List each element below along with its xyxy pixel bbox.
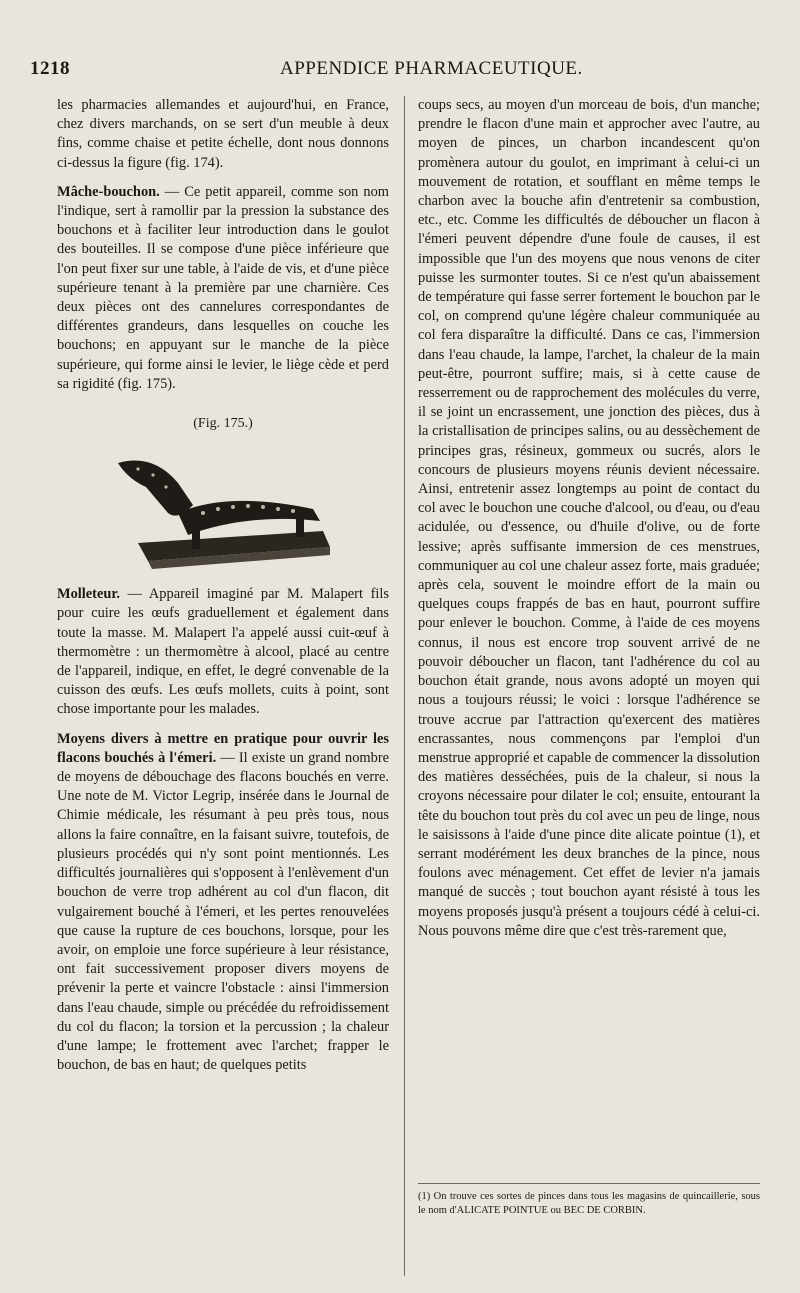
text-mache-bouchon: — Ce petit appareil, comme son nom l'indique, sert à ramollir par la pression la substance des bouchons et à faciliter leur introduction dans le goulot des bouteilles. Il se compose d'une pièce inférieure que l'on peut fixer sur une table, à l'aide de vis, et d'une pièce supérieure tenant à la première par une charnière. Ces deux pièces ont des cannelures correspondantes de différentes grandeurs, dans lesquelles on couche les bouchons; en appuyant sur le manche de la pièce supérieure, qui forme ainsi le levier, le liège cède et perd sa rigidité (fig. 175). <box>57 183 389 392</box>
paragraph-continuation: coups secs, au moyen d'un morceau de bois, d'un manche; prendre le flacon d'une main et approcher avec l'autre, au moyen de pinces, un charbon incandescent qu'on promènera autour du goulot, en imprimant à celui-ci un mouvement de rotation, et soufflant en même temps le charbon avec la bouche afin d'entretenir sa combustion, etc., etc. Comme les difficultés de déboucher un flacon à l'émeri peuvent dépendre d'une foule de causes, il est impossible que l'un des moyens que nous venons de citer puisse les surmonter toutes. Si ce n'est qu'un abaissement de température qui fasse serrer fortement le bouchon par le col, on comprend qu'une légère chaleur communiquée au col fera disparaître la difficulté. Dans ce cas, l'immersion dans l'eau chaude, la lampe, l'archet, la chaleur de la main peut-être, pourront suffire; mais, si à cette cause de resserrement ou de rapprochement des molécules du verre, il se joint un encrassement, une jonction des pièces, dus à la cristallisation de principes salins, ou au dessèchement de principes gras, résineux, gommeux ou sucrés, alors le concours de plusieurs moyens réunis devient nécessaire. Ainsi, entretenir assez longtemps au point de contact du col avec le bouchon une couche d'alcool, ou d'eau, ou d'eau acidulée, ou d'essence, ou d'huile d'olive, ou de forte lessive; après suffisante immersion de ces menstrues, communiquer au col une chaleur assez forte, mais graduée; après cela, souvent le moindre effort de la main ou quelques coups frappés de bas en haut, pourront suffire pour enlever le bouchon. Comme, à l'aide de ces moyens connus, il nous est encore trop souvent arrivé de ne pouvoir déboucher un flacon, tant l'adhérence du col au bouchon était grande, nous avons adopté un moyen qui nous a toujours réussi; le voici : lorsque l'adhérence se trouve accrue par l'attraction qu'exercent des matières encrassantes, nous commençons par l'emploi d'un menstrue approprié et capable de commencer la dissolution des matières desséchées, puis de la chaleur, si nous la croyons nécessaire pour dilater le col; ensuite, entourant la tête du bouchon tout près du col avec un peu de linge, nous le saisissons à l'aide d'une pince dite alicate pointue (1), et serrant modérément les deux branches de la pince, nous foulons avec ménagement. Cet effet de levier n'a jamais manqué de succès ; tout bouchon ayant résisté à tous les moyens proposés jusqu'à présent a toujours cédé à celui-ci. Nous pouvons même dire que c'est très-rarement que, <box>418 97 760 939</box>
footnote: (1) On trouve ces sortes de pinces dans tous les magasins de quincaillerie, sous le nom d'ALICATE POINTUE ou BEC DE CORBIN. <box>418 1191 760 1216</box>
illustration-head <box>118 461 193 516</box>
page-number: 1218 <box>30 58 70 79</box>
paragraph-moyens-flacons <box>57 730 389 1076</box>
page-header <box>30 58 770 88</box>
paragraph-molleteur <box>57 585 389 719</box>
figure-caption: (Fig. 175.) <box>193 416 253 432</box>
paragraph-mache-bouchon <box>57 183 389 394</box>
mache-bouchon-illustration <box>108 443 338 573</box>
term-molleteur: Molleteur. <box>57 586 121 603</box>
paragraph-chaise-echelle: les pharmacies allemandes et aujourd'hui, en France, chez divers marchands, on se sert d'un meuble à deux fins, comme chaise et petite échelle, dont nous donnons ci-dessus la figure (fig. 174). <box>57 97 389 171</box>
running-head: APPENDICE PHARMACEUTIQUE. <box>280 58 583 79</box>
term-mache-bouchon: Mâche-bouchon. <box>57 183 160 200</box>
text-molleteur: — Appareil imaginé par M. Malapert fils pour cuire les œufs graduellement et également dans toute la masse. M. Malapert l'a appelé aussi cuit-œuf à thermomètre : un thermomètre à alcool, placé au centre de l'appareil, indique, en effet, le degré convenable de la cuisson des œufs. Les œufs mollets, cuits à point, sont chose importante pour les malades. <box>57 586 389 718</box>
text-moyens-flacons: — Il existe un grand nombre de moyens de débouchage des flacons bouchés en verre. Une note de M. Victor Legrip, insérée dans le Journal de Chimie médicale, les résumant à peu près tous, nous allons la faire connaître, en la faisant suivre, toutefois, de plusieurs procédés qui n'y sont point mentionnés. Les difficultés journalières qui s'opposent à l'enlèvement d'un bouchon de verre trop adhérent au col d'un flacon, dit vulgairement bouché à l'émeri, et les pertes renouvelées que cause la rupture de ces bouchons, lorsque, pour les avoir, on emploie une force supérieure à leur résistance, ont fait successivement proposer divers moyens de prévenir la perte et vaincre l'obstacle : ainsi l'immersion dans l'eau chaude, simple ou précédée du refroidissement du col du flacon; la torsion et la percussion ; la chaleur d'une lampe; le frottement avec l'archet; frapper le bouchon, de bas en haut; de quelques petits <box>57 749 389 1074</box>
term-moyens-flacons: Moyens divers à mettre en pratique pour ouvrir les flacons bouchés à l'émeri. <box>57 730 389 766</box>
right-column <box>418 96 760 941</box>
left-column <box>57 96 389 1075</box>
footnote-rule <box>418 1183 760 1184</box>
column-divider <box>404 96 405 1276</box>
